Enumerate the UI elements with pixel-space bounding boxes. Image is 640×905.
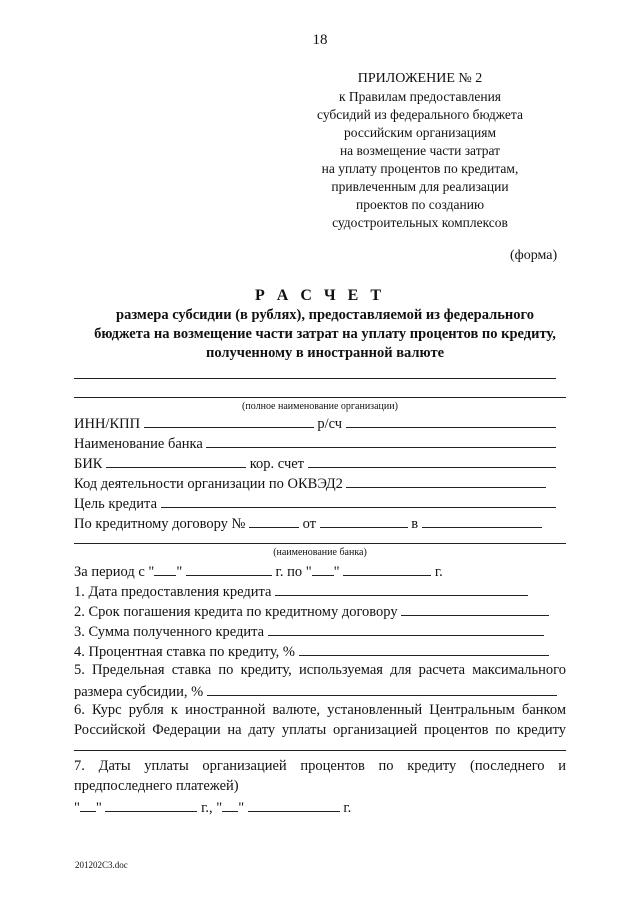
item-4-label: 4. Процентная ставка по кредиту, %: [74, 644, 295, 660]
annex-line: судостроительных комплексов: [332, 215, 508, 230]
subtitle-line: размера субсидии (в рублях), предоставляемой из федерального: [116, 307, 534, 323]
inn-kpp-label: ИНН/КПП: [74, 416, 141, 432]
contract-no-label: По кредитному договору №: [74, 516, 246, 532]
kor-schet-label: кор. счет: [249, 456, 305, 472]
purpose-label: Цель кредита: [74, 496, 158, 512]
bank-name-row: [74, 434, 556, 453]
annex-line: субсидий из федерального бюджета: [317, 107, 523, 122]
okved-row: [74, 474, 546, 493]
item-7-mid: г., ": [201, 800, 223, 816]
annex-title: ПРИЛОЖЕНИЕ № 2: [357, 71, 483, 86]
rs-label: р/сч: [317, 416, 343, 432]
kor-schet-field[interactable]: [308, 454, 556, 468]
item-7-end: г.: [343, 800, 352, 816]
item-2-label: 2. Срок погашения кредита по кредитному договору: [74, 604, 398, 620]
bik-row: [74, 454, 556, 473]
item-7-quote: ": [95, 800, 102, 816]
item-3-field[interactable]: [268, 622, 544, 636]
period-month-from[interactable]: [186, 562, 272, 576]
item-7-month-1[interactable]: [105, 798, 197, 812]
annex-line: российским организациям: [344, 125, 496, 140]
bik-label: БИК: [74, 456, 103, 472]
contract-date-field[interactable]: [320, 514, 408, 528]
item-6-field[interactable]: [74, 750, 566, 751]
item-7-line-1: 7. Даты уплаты организацией процентов по кредиту (последнего и: [74, 758, 566, 774]
period-quote: ": [176, 564, 183, 580]
item-5-line-1: 5. Предельная ставка по кредиту, используемая для расчета максимального: [74, 662, 566, 678]
org-name-caption: (полное наименование организации): [242, 401, 398, 412]
annex-line: проектов по созданию: [355, 197, 485, 212]
subtitle-line: бюджета на возмещение части затрат на уплату процентов по кредиту,: [94, 326, 556, 342]
bik-field[interactable]: [106, 454, 246, 468]
document-title: Р А С Ч Е Т: [255, 287, 385, 304]
footer-doc-code: 201202C3.doc: [75, 860, 128, 870]
contract-row: [74, 514, 542, 533]
annex-line: привлеченным для реализации: [331, 179, 509, 194]
period-prefix: За период с ": [74, 564, 155, 580]
period-day-from[interactable]: [154, 562, 176, 576]
item-2-field[interactable]: [401, 602, 549, 616]
purpose-field[interactable]: [161, 494, 556, 508]
contract-in-label: в: [411, 516, 419, 532]
form-label: (форма): [510, 248, 558, 263]
period-quote: ": [333, 564, 340, 580]
annex-line: на возмещение части затрат: [339, 143, 501, 158]
purpose-row: [74, 494, 556, 513]
item-6-line-2: Российской Федерации на дату уплаты организацией процентов по кредиту: [74, 722, 566, 738]
item-7-month-2[interactable]: [248, 798, 340, 812]
item-7-line-2: предпоследнего платежей): [74, 778, 239, 794]
annex-line: к Правилам предоставления: [338, 89, 502, 104]
annex-line: на уплату процентов по кредитам,: [321, 161, 519, 176]
item-4-row: [74, 642, 549, 661]
period-row: [74, 562, 443, 581]
rs-field[interactable]: [346, 414, 556, 428]
bank-name-field[interactable]: [206, 434, 556, 448]
item-3-label: 3. Сумма полученного кредита: [74, 624, 265, 640]
document-subtitle: [60, 306, 590, 363]
inn-kpp-field[interactable]: [144, 414, 314, 428]
item-7-quote: ": [74, 800, 80, 816]
page-number: 18: [312, 32, 328, 48]
item-1-row: [74, 582, 528, 601]
period-year-end: г.: [434, 564, 443, 580]
item-2-row: [74, 602, 549, 621]
period-year-to: г. по ": [275, 564, 312, 580]
period-day-to[interactable]: [312, 562, 334, 576]
contract-from-label: от: [302, 516, 317, 532]
org-name-line-2[interactable]: [74, 397, 566, 398]
item-5-field[interactable]: [207, 682, 557, 696]
period-month-to[interactable]: [343, 562, 431, 576]
okved-field[interactable]: [346, 474, 546, 488]
item-7-dates-row: [74, 798, 351, 817]
contract-no-field[interactable]: [249, 514, 299, 528]
item-4-field[interactable]: [299, 642, 549, 656]
item-1-field[interactable]: [275, 582, 528, 596]
item-6-line-1: 6. Курс рубля к иностранной валюте, установленный Центральным банком: [74, 702, 566, 718]
item-5-row: [74, 682, 557, 701]
item-7-day-2[interactable]: [222, 798, 238, 812]
bank-name-label: Наименование банка: [74, 436, 203, 452]
item-7-day-1[interactable]: [80, 798, 96, 812]
org-name-line-1[interactable]: [74, 378, 556, 379]
item-7-quote: ": [238, 800, 245, 816]
item-5-label: размера субсидии, %: [74, 684, 204, 700]
bank-name-caption: (наименование банка): [273, 547, 367, 558]
okved-label: Код деятельности организации по ОКВЭД2: [74, 476, 343, 492]
bank-name-line[interactable]: [74, 543, 566, 544]
contract-bank-field[interactable]: [422, 514, 542, 528]
annex-block: [300, 70, 540, 232]
item-3-row: [74, 622, 544, 641]
subtitle-line: полученному в иностранной валюте: [205, 345, 445, 361]
inn-kpp-row: [74, 414, 556, 433]
item-1-label: 1. Дата предоставления кредита: [74, 584, 272, 600]
